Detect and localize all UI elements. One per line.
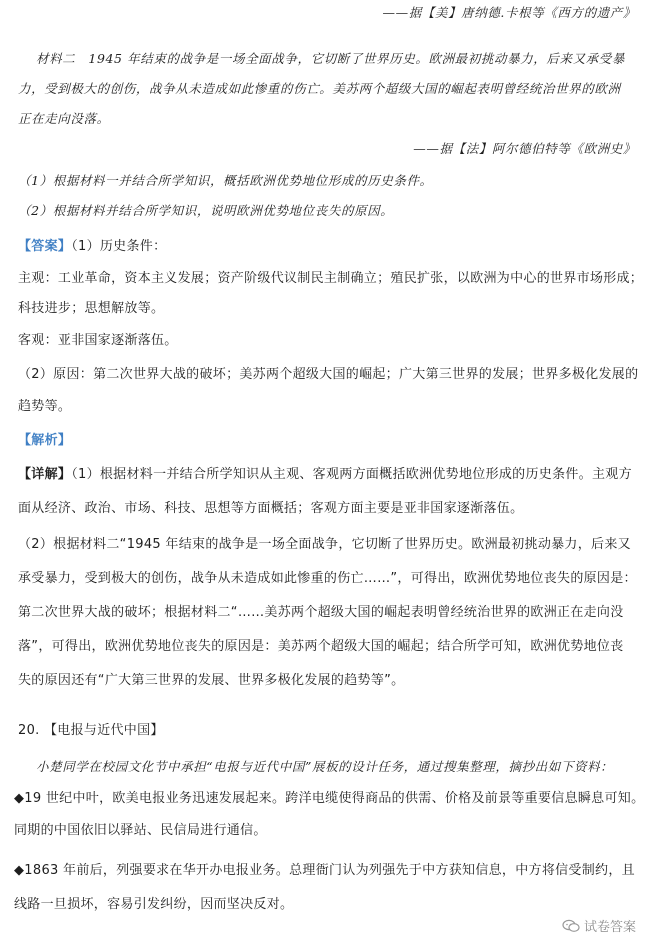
detail-line-5: 第二次世界大战的破坏；根据材料二“……美苏两个超级大国的崛起表明曾经统治世界的欧洲正在走向没 [18,605,624,620]
question-20-item-2-cont: 线路一旦损坏，容易引发纠纷，因而坚决反对。 [14,897,294,912]
answer-line-4: 客观：亚非国家逐渐落伍。 [18,333,178,348]
detail-line-3: （2）根据材料二“1945 年结束的战争是一场全面战争，它切断了世界历史。欧洲最初挑动暴力，后来又 [18,537,631,552]
question-20-item-2: ◆1863 年前后，列强要求在华开办电报业务。总理衙门认为列强先于中方获知信息，中方将信受制约，且 [14,863,635,878]
source-citation-2: ——据【法】阿尔德伯特等《欧洲史》 [413,141,636,156]
material-2-line-2: 力，受到极大的创伤，战争从未造成如此惨重的伤亡。美苏两个超级大国的崛起表明曾经统治世界的欧洲 [18,81,621,96]
answer-line-3: 科技进步；思想解放等。 [18,301,165,316]
material-2-line-3: 正在走向没落。 [18,111,110,126]
question-20-item-1-cont: 同期的中国依旧以驿站、民信局进行通信。 [14,823,267,838]
detail-line-6: 落”，可得出，欧洲优势地位丧失的原因是：美苏两个超级大国的崛起；结合所学可知，欧洲优势地位丧 [18,639,624,654]
detail-line-2: 面从经济、政治、市场、科技、思想等方面概括；客观方面主要是亚非国家逐渐落伍。 [18,501,524,516]
source-citation-1: ——据【美】唐纳德.卡根等《西方的遗产》 [382,5,636,20]
question-20-item-1: ◆19 世纪中叶，欧美电报业务迅速发展起来。跨洋电缆使得商品的供需、价格及前景等重要信息瞬息可知。 [14,791,645,806]
question-20-title: 20. 【电报与近代中国】 [18,723,164,738]
wechat-icon [562,919,580,933]
answer-line-2: 主观：工业革命，资本主义发展；资产阶级代议制民主制确立；殖民扩张，以欧洲为中心的世界市场形成； [18,271,644,286]
answer-line-5: （2）原因：第二次世界大战的破坏；美苏两个超级大国的崛起；广大第三世界的发展；世界多极化发展的 [18,367,639,382]
detail-line-1 [18,466,632,484]
answer-line-6: 趋势等。 [18,399,72,414]
detail-text-1: （1）根据材料一并结合所学知识从主观、客观两方面概括欧洲优势地位形成的历史条件。主观方 [71,467,632,482]
question-1: （1）根据材料一并结合所学知识，概括欧洲优势地位形成的历史条件。 [18,173,433,188]
detail-line-4: 承受暴力，受到极大的创伤，战争从未造成如此惨重的伤亡……”，可得出，欧洲优势地位丧失的原因是： [18,571,637,586]
material-2-line-1: 材料二 1945 年结束的战争是一场全面战争，它切断了世界历史。欧洲最初挑动暴力，后来又承受暴 [36,51,625,66]
answer-heading [18,238,166,256]
watermark [562,916,636,935]
detail-label: 【详解】 [18,467,72,482]
answer-line-1: （1）历史条件： [71,239,167,254]
analysis-label: 【解析】 [18,433,72,448]
question-20-intro: 小楚同学在校园文化节中承担“电报与近代中国”展板的设计任务，通过搜集整理，摘抄出如下资料： [36,759,614,774]
watermark-text: 试卷答案 [583,920,636,935]
answer-label: 【答案】 [18,239,72,254]
question-2: （2）根据材料并结合所学知识，说明欧洲优势地位丧失的原因。 [18,203,394,218]
detail-line-7: 失的原因还有“广大第三世界的发展、世界多极化发展的趋势等”。 [18,673,405,688]
